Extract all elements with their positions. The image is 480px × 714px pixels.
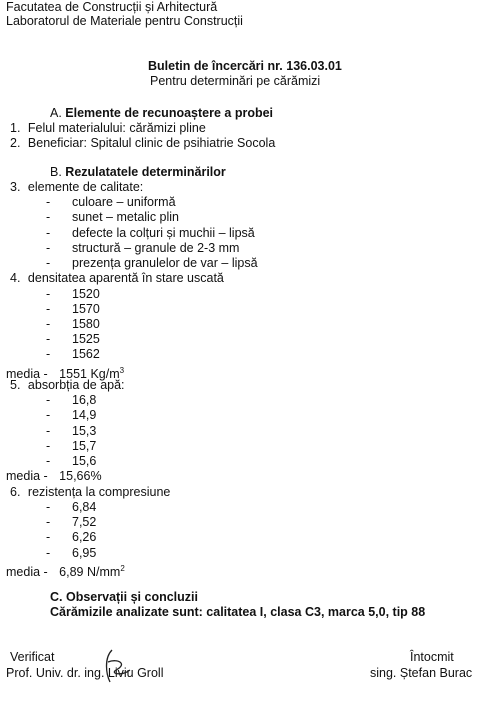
item-number: 2. [10, 136, 21, 150]
prepared-label: Întocmit [410, 650, 454, 664]
handwritten-signature [82, 648, 142, 688]
preparer-name: sing. Ștefan Burac [370, 666, 473, 680]
verifier-name: Prof. Univ. dr. ing. Liviu Groll [6, 666, 164, 680]
bulletin-subtitle: Pentru determinări pe cărămizi [150, 74, 321, 88]
faculty-name: Facutatea de Construcții și Arhitectură [6, 0, 218, 14]
list-item [10, 485, 170, 500]
absorption-value: - 15,6 [46, 454, 97, 468]
quality-value: - structură – granule de 2-3 mm [46, 241, 240, 255]
quality-value: - defecte la colțuri și muchii – lipsă [46, 226, 255, 240]
list-item [10, 180, 143, 195]
compression-value: - 6,84 [46, 500, 97, 514]
item-text: Beneficiar: Spitalul clinic de psihiatrie Socola [27, 136, 276, 150]
quality-value: - sunet – metalic plin [46, 210, 180, 224]
item-label: elemente de calitate: [27, 180, 144, 194]
section-a-letter: A. [50, 106, 62, 120]
absorption-value: - 16,8 [46, 393, 97, 407]
list-item [10, 271, 224, 286]
density-value: - 1580 [46, 317, 100, 331]
section-b-heading [50, 165, 226, 180]
density-value: - 1520 [46, 287, 100, 301]
list-item [10, 121, 206, 136]
compression-value: - 6,95 [46, 546, 97, 560]
density-value: - 1570 [46, 302, 100, 316]
compression-value: - 6,26 [46, 530, 97, 544]
list-item [10, 136, 275, 151]
item-text: Felul materialului: cărămizi pline [27, 121, 206, 135]
item-number: 5. [10, 378, 21, 392]
absorption-value: - 15,3 [46, 424, 97, 438]
density-media: media - 1551 $Kg/m^3$ [6, 366, 125, 382]
section-c-letter: C. [50, 590, 63, 604]
list-item [10, 378, 125, 393]
section-c-heading [50, 590, 198, 605]
quality-value: - culoare – uniformă [46, 195, 176, 209]
section-c-title: Observații și concluzii [65, 590, 198, 604]
item-number: 1. [10, 121, 21, 135]
item-number: 3. [10, 180, 21, 194]
item-label: absorbția de apă: [27, 378, 125, 392]
item-number: 4. [10, 271, 21, 285]
quality-value: - prezența granulelor de var – lipsă [46, 256, 258, 270]
item-label: rezistența la compresiune [27, 485, 171, 499]
absorption-media: media - 15,66% [6, 469, 102, 483]
item-label: densitatea aparentă în stare uscată [27, 271, 224, 285]
bulletin-title: Buletin de încercări nr. 136.03.01 [148, 59, 342, 73]
section-a-heading [50, 106, 273, 121]
compression-value: - 7,52 [46, 515, 97, 529]
verified-label: Verificat [10, 650, 55, 664]
density-value: - 1525 [46, 332, 100, 346]
absorption-value: - 15,7 [46, 439, 97, 453]
section-a-title: Elemente de recunoaștere a probei [65, 106, 274, 120]
laboratory-name: Laboratorul de Materiale pentru Construcții [6, 14, 243, 28]
section-b-letter: B. [50, 165, 62, 179]
section-b-title: Rezulatatele determinărilor [65, 165, 226, 179]
compression-media: media - 6,89 $N/mm^2$ [6, 564, 125, 580]
absorption-value: - 14,9 [46, 408, 97, 422]
conclusion-text: Cărămizile analizate sunt: calitatea I, clasa C3, marca 5,0, tip 88 [50, 605, 426, 619]
density-value: - 1562 [46, 347, 100, 361]
item-number: 6. [10, 485, 21, 499]
